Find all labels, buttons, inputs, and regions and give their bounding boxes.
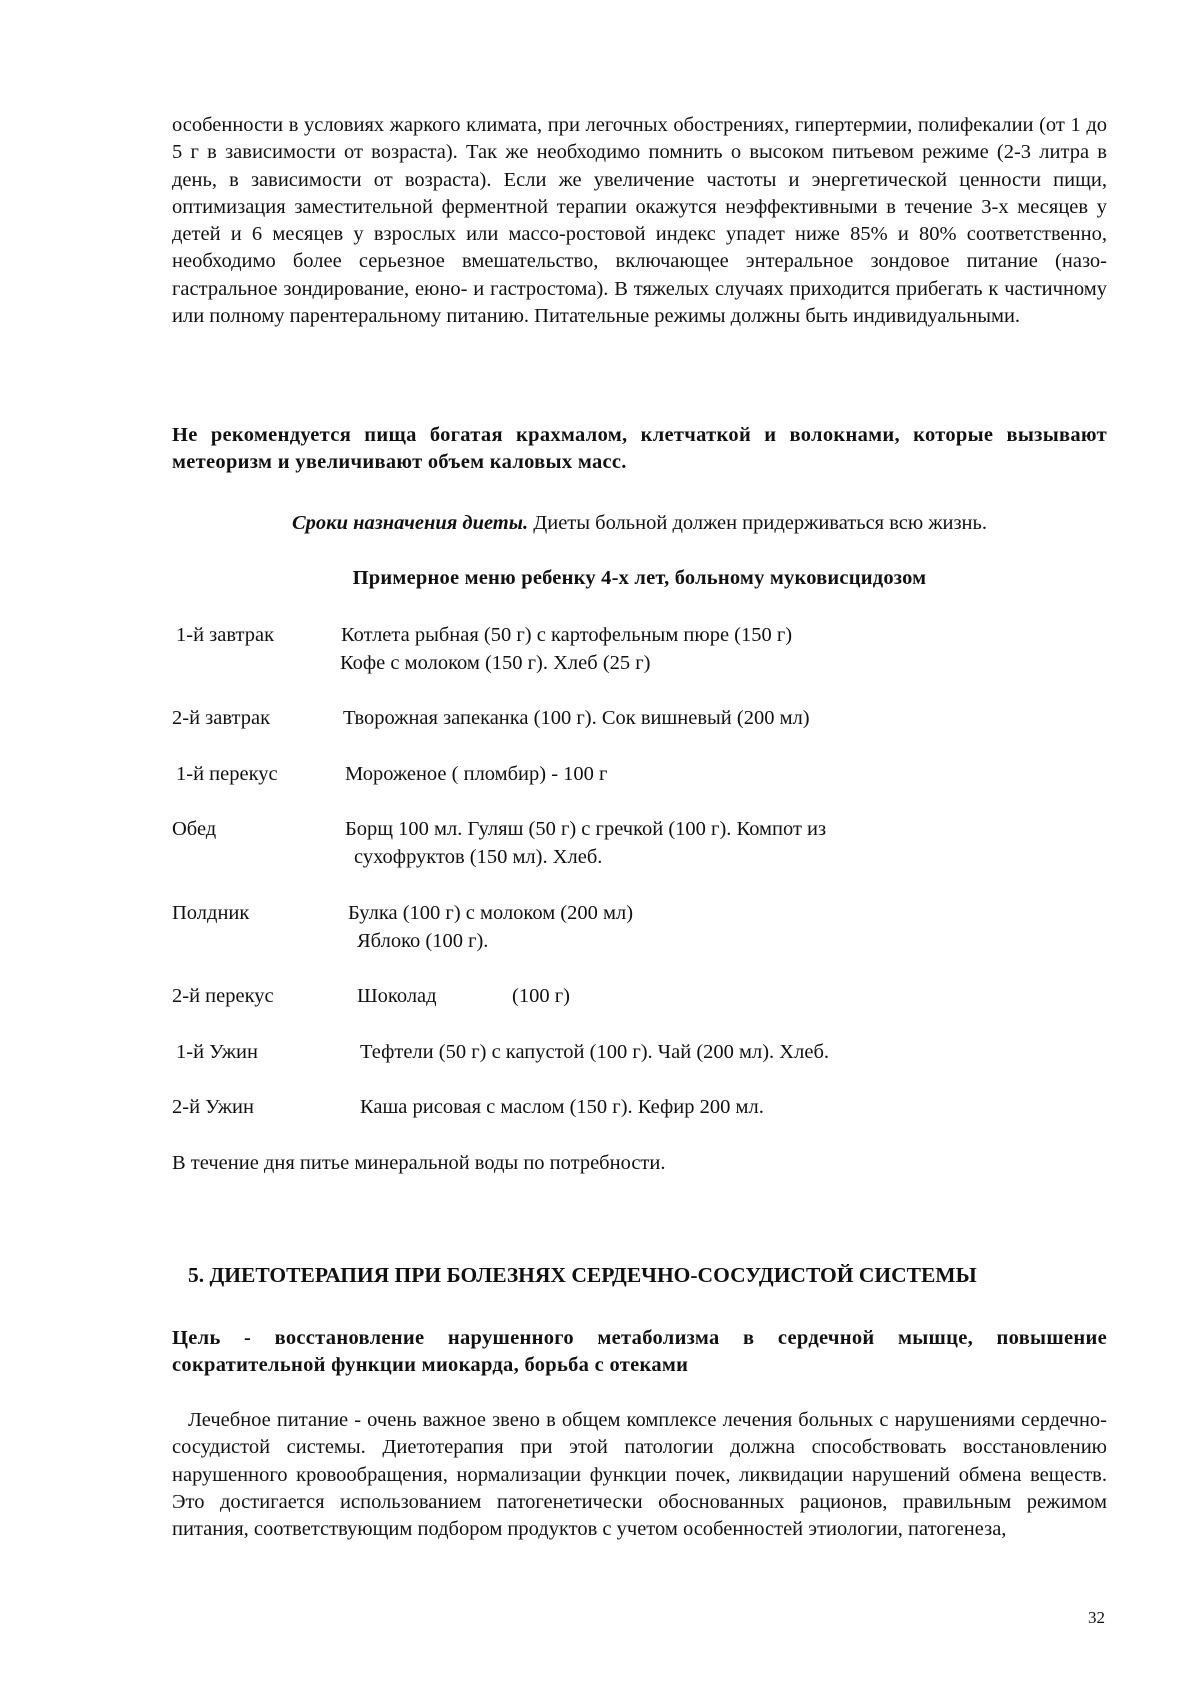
diet-terms-label: Сроки назначения диеты. (292, 512, 529, 534)
section-heading: 5. ДИЕТОТЕРАПИЯ ПРИ БОЛЕЗНЯХ СЕРДЕЧНО-СОСУДИСТОЙ СИСТЕМЫ (188, 1263, 977, 1287)
menu-meal-item: Борщ 100 мл. Гуляш (50 г) с гречкой (100 г). Компот из (345, 818, 827, 840)
menu-meal-item: Творожная запеканка (100 г). Сок вишневый (200 мл) (343, 707, 810, 729)
diet-terms-line (172, 510, 1107, 537)
menu-meal-label: Обед (172, 818, 217, 840)
menu-meal-quantity: (100 г) (512, 985, 570, 1007)
menu-meal-item: Котлета рыбная (50 г) с картофельным пюре (150 г) (341, 624, 793, 646)
menu-meal-label: 1-й завтрак (176, 624, 275, 646)
menu-meal-item: Яблоко (100 г). (357, 930, 489, 952)
page-number: 32 (1088, 1608, 1105, 1627)
menu-meal-item: Шоколад (357, 985, 437, 1007)
menu-meal-label: 2-й перекус (172, 985, 274, 1007)
menu-meal-label: 1-й перекус (176, 763, 278, 785)
menu-title: Примерное меню ребенку 4-х лет, больному муковисцидозом (352, 567, 927, 589)
menu-meal-label: 1-й Ужин (176, 1041, 258, 1063)
menu-meal-label: 2-й Ужин (172, 1096, 254, 1118)
menu-meal-item: Кофе с молоком (150 г). Хлеб (25 г) (340, 652, 651, 674)
water-note: В течение дня питье минеральной воды по потребности. (172, 1152, 666, 1174)
treatment-paragraph: Лечебное питание - очень важное звено в общем комплексе лечения больных с нарушениями сердечно-сосудистой системы. Диетотерапия при этой патологии должна способствовать восстановлению нарушенного кровообращения, нормализации функции почек, ликвидации нарушений обмена веществ. Это достигается использованием патогенетически обоснованных рационов, правильным режимом питания, соответствующим подбором продуктов с учетом особенностей этиологии, патогенеза, (172, 1409, 1107, 1541)
menu-meal-item: Каша рисовая с маслом (150 г). Кефир 200 мл. (360, 1096, 764, 1118)
menu-meal-item: Тефтели (50 г) с капустой (100 г). Чай (200 мл). Хлеб. (360, 1041, 829, 1063)
menu-meal-label: Полдник (172, 902, 250, 924)
diet-terms-text: Диеты больной должен придерживаться всю жизнь. (528, 512, 987, 534)
goal-paragraph: Цель - восстановление нарушенного метаболизма в сердечной мышце, повышение сократительной функции миокарда, борьба с отеками (172, 1327, 1107, 1377)
menu-meal-item: Булка (100 г) с молоком (200 мл) (348, 902, 634, 924)
menu-meal-label: 2-й завтрак (172, 707, 271, 729)
menu-meal-item: Мороженое ( пломбир) - 100 г (345, 763, 608, 785)
menu-meal-item: сухофруктов (150 мл). Хлеб. (354, 846, 603, 868)
intro-paragraph: особенности в условиях жаркого климата, при легочных обострениях, гипертермии, полифекалии (от 1 до 5 г в зависимости от возраста). Так же необходимо помнить о высоком питьевом режиме (2-3 литра в день, в зависимости от возраста). Если же увеличение частоты и энергетической ценности пищи, оптимизация заместительной ферментной терапии окажутся неэффективными в течение 3-х месяцев у детей и 6 месяцев у взрослых или массо-ростовой индекс упадет ниже 85% и 80% соответственно, необходимо более серьезное вмешательство, включающее энтеральное зондовое питание (назо-гастральное зондирование, еюно- и гастростома). В тяжелых случаях приходится прибегать к частичному или полному парентеральному питанию. Питательные режимы должны быть индивидуальными. (172, 114, 1107, 328)
warning-paragraph: Не рекомендуется пища богатая крахмалом, клетчаткой и волокнами, которые вызывают метеоризм и увеличивают объем каловых масс. (172, 424, 1107, 474)
